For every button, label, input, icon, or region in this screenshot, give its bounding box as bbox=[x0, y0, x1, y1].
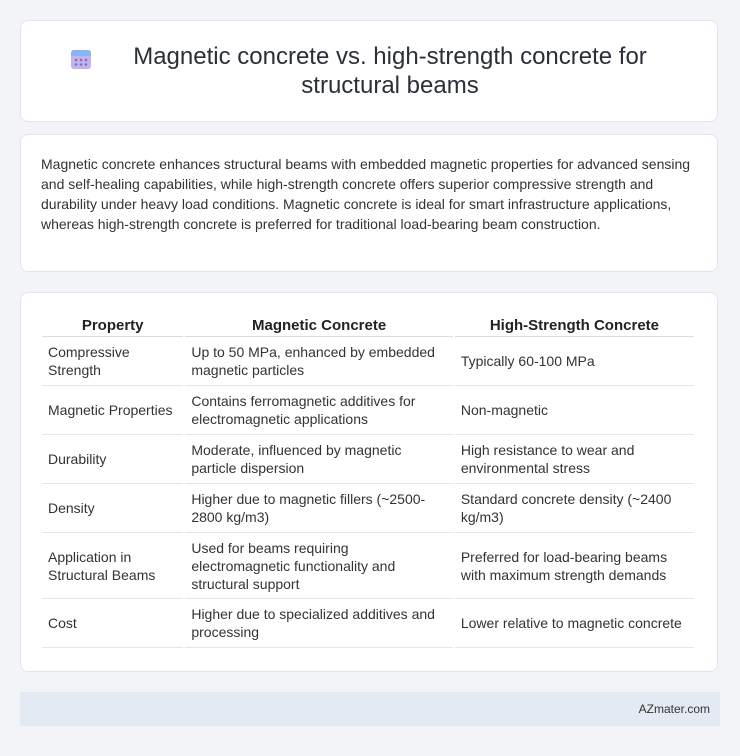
cell-magnetic: Higher due to specialized additives and processing bbox=[185, 599, 453, 648]
footer-brand: AZmater.com bbox=[638, 702, 710, 716]
comparison-card bbox=[20, 292, 718, 672]
page-title: Magnetic concrete vs. high-strength concrete for structural beams bbox=[133, 43, 647, 99]
table-row bbox=[42, 484, 694, 533]
title-card bbox=[20, 20, 718, 122]
cell-high-strength: High resistance to wear and environmental stress bbox=[455, 435, 694, 484]
cell-high-strength: Preferred for load-bearing beams with maximum strength demands bbox=[455, 533, 694, 599]
header-property: Property bbox=[42, 311, 183, 337]
summary-card bbox=[20, 134, 718, 272]
table-header-row bbox=[42, 311, 694, 337]
calendar-icon bbox=[69, 47, 93, 71]
comparison-table bbox=[40, 311, 696, 648]
header-magnetic-concrete: Magnetic Concrete bbox=[185, 311, 453, 337]
table-row bbox=[42, 435, 694, 484]
table-row bbox=[42, 599, 694, 648]
summary-text: Magnetic concrete enhances structural beams with embedded magnetic properties for advanced sensing and self-healing capabilities, while high-strength concrete offers superior compressive strength and durability under heavy load conditions. Magnetic concrete is ideal for smart infrastructure applications, whereas high-strength concrete is preferred for traditional load-bearing beam construction. bbox=[41, 156, 691, 232]
cell-magnetic: Used for beams requiring electromagnetic functionality and structural support bbox=[185, 533, 453, 599]
cell-property: Compressive Strength bbox=[42, 337, 183, 386]
table-row bbox=[42, 386, 694, 435]
cell-property: Density bbox=[42, 484, 183, 533]
title-wrap bbox=[69, 42, 669, 100]
cell-high-strength: Non-magnetic bbox=[455, 386, 694, 435]
cell-magnetic: Moderate, influenced by magnetic particle dispersion bbox=[185, 435, 453, 484]
table-row bbox=[42, 533, 694, 599]
cell-property: Application in Structural Beams bbox=[42, 533, 183, 599]
cell-magnetic: Contains ferromagnetic additives for electromagnetic applications bbox=[185, 386, 453, 435]
cell-high-strength: Typically 60-100 MPa bbox=[455, 337, 694, 386]
table-row bbox=[42, 337, 694, 386]
cell-property: Durability bbox=[42, 435, 183, 484]
cell-magnetic: Higher due to magnetic fillers (~2500-2800 kg/m3) bbox=[185, 484, 453, 533]
cell-high-strength: Standard concrete density (~2400 kg/m3) bbox=[455, 484, 694, 533]
cell-property: Magnetic Properties bbox=[42, 386, 183, 435]
cell-property: Cost bbox=[42, 599, 183, 648]
cell-high-strength: Lower relative to magnetic concrete bbox=[455, 599, 694, 648]
footer-bar bbox=[20, 692, 720, 726]
cell-magnetic: Up to 50 MPa, enhanced by embedded magnetic particles bbox=[185, 337, 453, 386]
header-high-strength-concrete: High-Strength Concrete bbox=[455, 311, 694, 337]
